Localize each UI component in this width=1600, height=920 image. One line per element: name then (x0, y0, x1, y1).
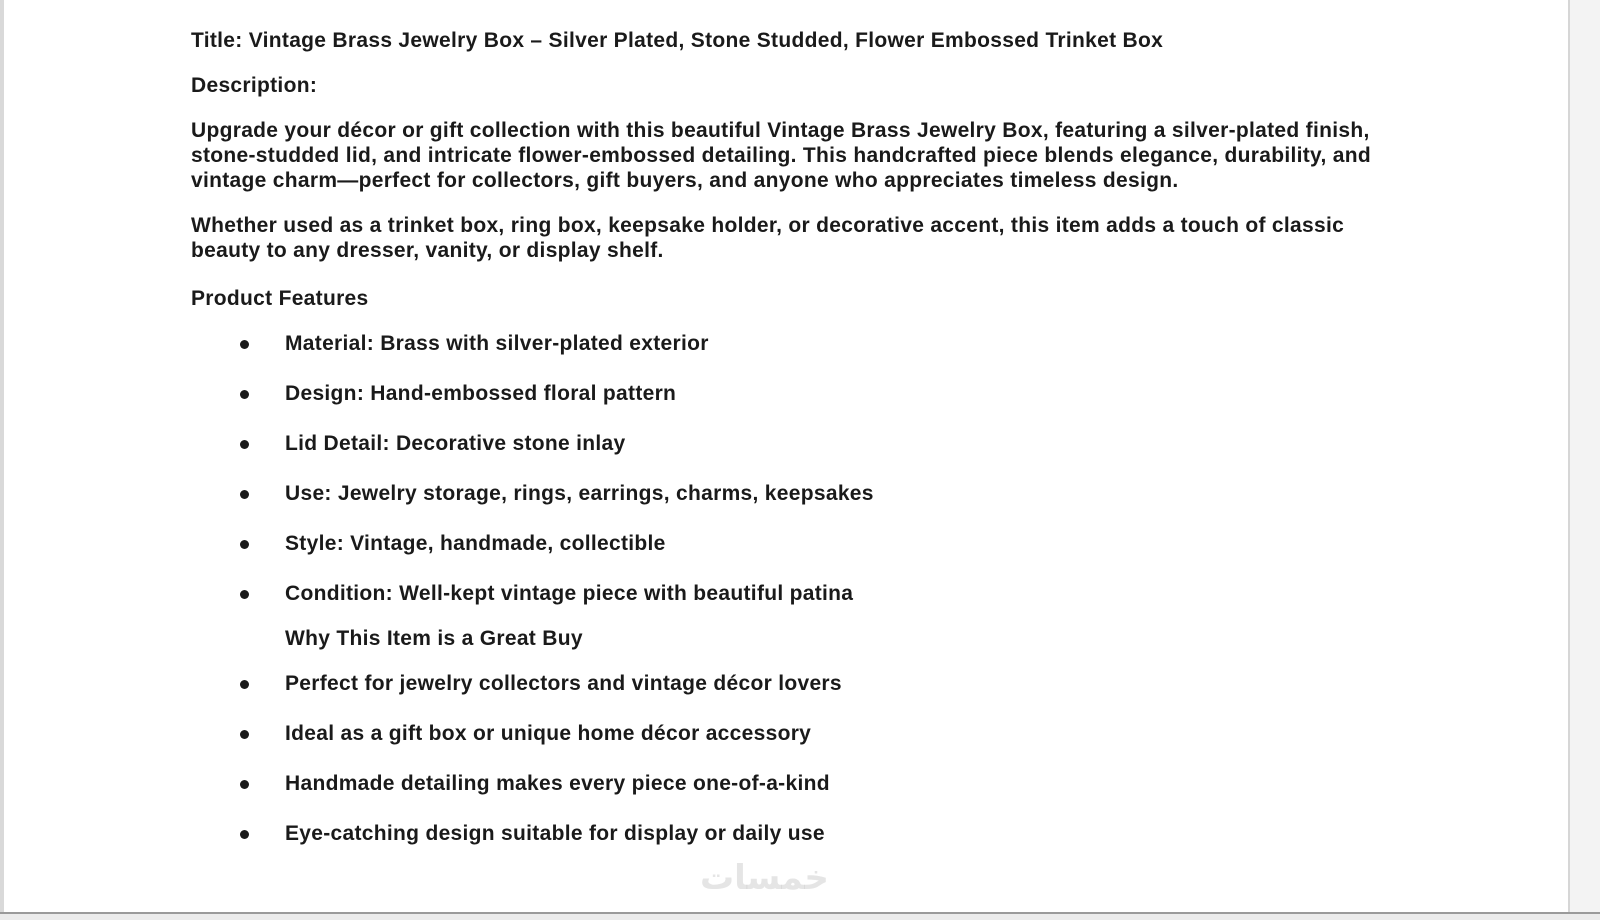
watermark-logo: خمسات (700, 858, 829, 898)
feature-text: Style: Vintage, handmade, collectible (285, 532, 666, 555)
bullet-icon (240, 680, 249, 689)
bullet-icon (240, 390, 249, 399)
why-heading: Why This Item is a Great Buy (285, 627, 583, 650)
features-heading: Product Features (191, 287, 369, 310)
reason-text: Eye-catching design suitable for display or daily use (285, 822, 825, 845)
bullet-icon (240, 540, 249, 549)
bullet-icon (240, 590, 249, 599)
description-heading: Description: (191, 74, 318, 97)
list-item (191, 771, 1411, 796)
reason-text: Handmade detailing makes every piece one-of-a-kind (285, 772, 830, 795)
description-paragraph-1: Upgrade your décor or gift collection with this beautiful Vintage Brass Jewelry Box, featuring a silver-plated finish, stone-studded lid, and intricate flower-embossed detailing. This handcrafted piece blends elegance, durability, and vintage charm—perfect for collectors, gift buyers, and anyone who appreciates timeless design. (191, 119, 1371, 192)
feature-text: Use: Jewelry storage, rings, earrings, charms, keepsakes (285, 482, 874, 505)
page-left-edge (0, 0, 4, 920)
feature-text: Material: Brass with silver-plated exterior (285, 332, 709, 355)
list-item (191, 671, 1411, 696)
feature-text: Design: Hand-embossed floral pattern (285, 382, 677, 405)
bullet-icon (240, 730, 249, 739)
reasons-list (191, 671, 1411, 846)
document-body (191, 28, 1411, 871)
list-item (191, 431, 1411, 456)
reason-text: Ideal as a gift box or unique home décor accessory (285, 722, 812, 745)
list-item (191, 481, 1411, 506)
features-list (191, 331, 1411, 606)
description-paragraph-2: Whether used as a trinket box, ring box, keepsake holder, or decorative accent, this item adds a touch of classic beauty to any dresser, vanity, or display shelf. (191, 214, 1345, 262)
bullet-icon (240, 830, 249, 839)
document-title: Title: Vintage Brass Jewelry Box – Silver Plated, Stone Studded, Flower Embossed Trinket Box (191, 29, 1164, 52)
list-item (191, 381, 1411, 406)
feature-text: Lid Detail: Decorative stone inlay (285, 432, 626, 455)
reason-text: Perfect for jewelry collectors and vintage décor lovers (285, 672, 842, 695)
list-item (191, 721, 1411, 746)
feature-text: Condition: Well-kept vintage piece with beautiful patina (285, 582, 854, 605)
bullet-icon (240, 440, 249, 449)
bullet-icon (240, 340, 249, 349)
bullet-icon (240, 490, 249, 499)
list-item (191, 331, 1411, 356)
bullet-icon (240, 780, 249, 789)
page-bottom-edge (0, 912, 1600, 920)
list-item (191, 821, 1411, 846)
list-item (191, 531, 1411, 556)
list-item (191, 581, 1411, 606)
scrollbar-track[interactable] (1568, 0, 1600, 920)
